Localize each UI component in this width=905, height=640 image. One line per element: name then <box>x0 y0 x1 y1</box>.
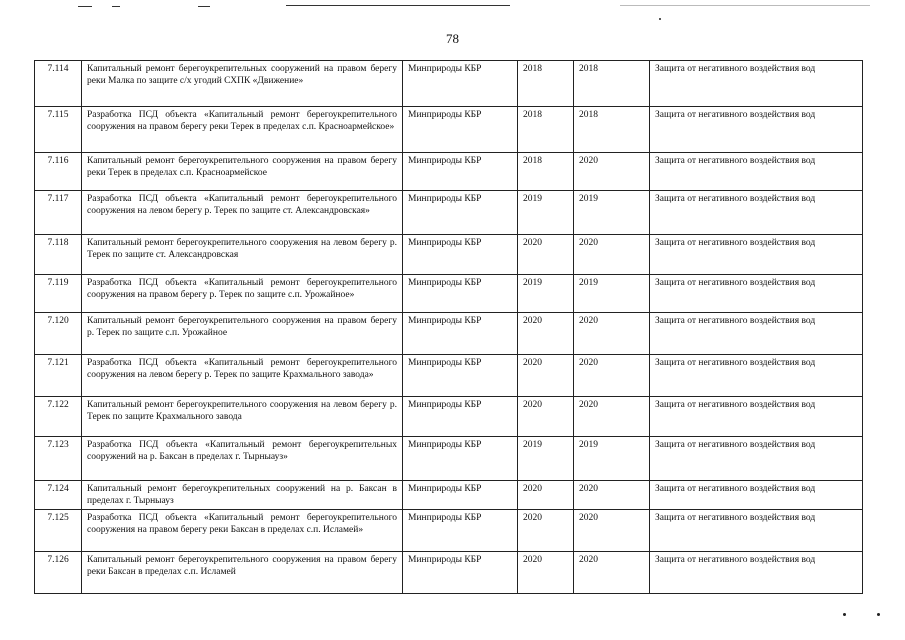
responsible-org: Минприроды КБР <box>403 552 518 594</box>
start-year: 2019 <box>518 275 574 313</box>
table-row <box>35 481 863 510</box>
end-year: 2019 <box>574 191 650 235</box>
scan-artifact-dot <box>843 613 846 616</box>
row-number: 7.114 <box>35 61 82 107</box>
goal: Защита от негативного воздействия вод <box>650 107 863 153</box>
scan-artifact-dot <box>659 18 661 20</box>
end-year: 2020 <box>574 235 650 275</box>
end-year: 2020 <box>574 481 650 510</box>
row-number: 7.124 <box>35 481 82 510</box>
goal: Защита от негативного воздействия вод <box>650 191 863 235</box>
measure-name: Разработка ПСД объекта «Капитальный ремонт берегоукрепительного сооружения на правом берегу реки Баксан в пределах с.п. Исламей» <box>82 510 403 552</box>
goal: Защита от негативного воздействия вод <box>650 313 863 355</box>
scan-artifact-dot <box>877 613 880 616</box>
scan-artifact-line <box>112 6 120 7</box>
table-row <box>35 191 863 235</box>
row-number: 7.121 <box>35 355 82 397</box>
page-number: 78 <box>446 31 459 46</box>
row-number: 7.119 <box>35 275 82 313</box>
start-year: 2018 <box>518 107 574 153</box>
goal: Защита от негативного воздействия вод <box>650 510 863 552</box>
start-year: 2020 <box>518 510 574 552</box>
measure-name: Капитальный ремонт берегоукрепительного сооружения на правом берегу реки Баксан в пределах с.п. Исламей <box>82 552 403 594</box>
measure-name: Капитальный ремонт берегоукрепительного сооружения на правом берегу р. Терек по защите с.п. Урожайное <box>82 313 403 355</box>
end-year: 2019 <box>574 437 650 481</box>
table-row <box>35 510 863 552</box>
start-year: 2020 <box>518 235 574 275</box>
row-number: 7.118 <box>35 235 82 275</box>
responsible-org: Минприроды КБР <box>403 313 518 355</box>
start-year: 2018 <box>518 153 574 191</box>
start-year: 2020 <box>518 552 574 594</box>
end-year: 2018 <box>574 61 650 107</box>
end-year: 2018 <box>574 107 650 153</box>
scan-artifact-line <box>198 6 210 7</box>
row-number: 7.120 <box>35 313 82 355</box>
responsible-org: Минприроды КБР <box>403 437 518 481</box>
table-row <box>35 275 863 313</box>
start-year: 2019 <box>518 191 574 235</box>
goal: Защита от негативного воздействия вод <box>650 275 863 313</box>
goal: Защита от негативного воздействия вод <box>650 397 863 437</box>
row-number: 7.115 <box>35 107 82 153</box>
responsible-org: Минприроды КБР <box>403 235 518 275</box>
start-year: 2020 <box>518 355 574 397</box>
measure-name: Капитальный ремонт берегоукрепительных сооружений на р. Баксан в пределах г. Тырныауз <box>82 481 403 510</box>
responsible-org: Минприроды КБР <box>403 510 518 552</box>
row-number: 7.117 <box>35 191 82 235</box>
responsible-org: Минприроды КБР <box>403 153 518 191</box>
goal: Защита от негативного воздействия вод <box>650 437 863 481</box>
table-row <box>35 437 863 481</box>
measure-name: Разработка ПСД объекта «Капитальный ремонт берегоукрепительного сооружения на правом берегу реки Терек в пределах с.п. Красноармейское» <box>82 107 403 153</box>
row-number: 7.122 <box>35 397 82 437</box>
measure-name: Разработка ПСД объекта «Капитальный ремонт берегоукрепительных сооружений на р. Баксан в пределах г. Тырныауз» <box>82 437 403 481</box>
start-year: 2020 <box>518 481 574 510</box>
responsible-org: Минприроды КБР <box>403 481 518 510</box>
goal: Защита от негативного воздействия вод <box>650 235 863 275</box>
row-number: 7.125 <box>35 510 82 552</box>
measure-name: Разработка ПСД объекта «Капитальный ремонт берегоукрепительного сооружения на правом берегу р. Терек по защите с.п. Урожайное» <box>82 275 403 313</box>
responsible-org: Минприроды КБР <box>403 355 518 397</box>
table-row <box>35 61 863 107</box>
goal: Защита от негативного воздействия вод <box>650 481 863 510</box>
measure-name: Капитальный ремонт берегоукрепительных сооружений на правом берегу реки Малка по защите с/х угодий СХПК «Движение» <box>82 61 403 107</box>
table-row <box>35 235 863 275</box>
responsible-org: Минприроды КБР <box>403 107 518 153</box>
end-year: 2020 <box>574 397 650 437</box>
table-row <box>35 153 863 191</box>
end-year: 2020 <box>574 153 650 191</box>
measures-table <box>34 60 863 594</box>
table-row <box>35 552 863 594</box>
goal: Защита от негативного воздействия вод <box>650 153 863 191</box>
responsible-org: Минприроды КБР <box>403 61 518 107</box>
end-year: 2020 <box>574 313 650 355</box>
goal: Защита от негативного воздействия вод <box>650 355 863 397</box>
end-year: 2020 <box>574 552 650 594</box>
start-year: 2018 <box>518 61 574 107</box>
table-row <box>35 107 863 153</box>
responsible-org: Минприроды КБР <box>403 397 518 437</box>
table-row <box>35 355 863 397</box>
measure-name: Капитальный ремонт берегоукрепительного сооружения на левом берегу р. Терек по защите ст. Александровская <box>82 235 403 275</box>
responsible-org: Минприроды КБР <box>403 275 518 313</box>
start-year: 2020 <box>518 313 574 355</box>
measure-name: Разработка ПСД объекта «Капитальный ремонт берегоукрепительного сооружения на левом берегу р. Терек по защите Крахмального завода» <box>82 355 403 397</box>
table-row <box>35 397 863 437</box>
scan-artifact-line <box>620 5 870 6</box>
goal: Защита от негативного воздействия вод <box>650 61 863 107</box>
end-year: 2020 <box>574 355 650 397</box>
responsible-org: Минприроды КБР <box>403 191 518 235</box>
row-number: 7.116 <box>35 153 82 191</box>
start-year: 2020 <box>518 397 574 437</box>
goal: Защита от негативного воздействия вод <box>650 552 863 594</box>
row-number: 7.123 <box>35 437 82 481</box>
row-number: 7.126 <box>35 552 82 594</box>
end-year: 2019 <box>574 275 650 313</box>
scan-artifact-line <box>78 6 92 7</box>
end-year: 2020 <box>574 510 650 552</box>
table-body <box>35 61 863 594</box>
table-row <box>35 313 863 355</box>
scan-artifact-line <box>286 5 510 6</box>
measure-name: Капитальный ремонт берегоукрепительного сооружения на левом берегу р. Терек по защите Крахмального завода <box>82 397 403 437</box>
measure-name: Разработка ПСД объекта «Капитальный ремонт берегоукрепительного сооружения на левом берегу р. Терек по защите ст. Александровская» <box>82 191 403 235</box>
start-year: 2019 <box>518 437 574 481</box>
measure-name: Капитальный ремонт берегоукрепительного сооружения на правом берегу реки Терек в пределах с.п. Красноармейское <box>82 153 403 191</box>
